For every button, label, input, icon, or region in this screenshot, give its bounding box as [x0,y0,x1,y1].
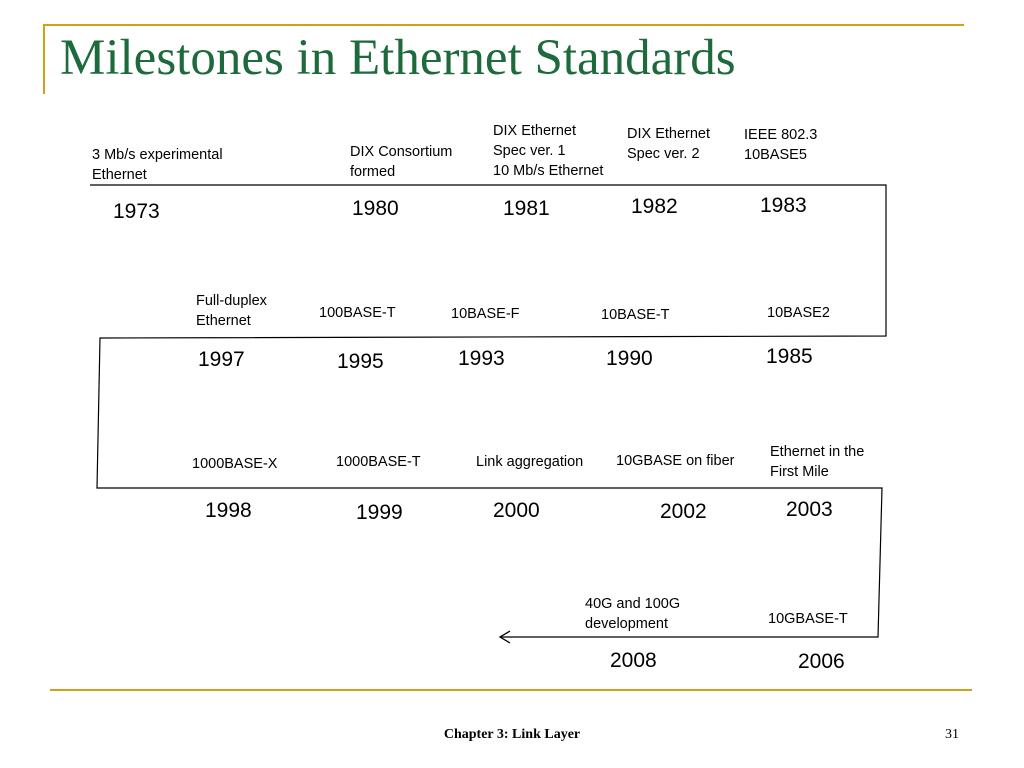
milestone-label-2003: Ethernet in the First Mile [770,444,865,480]
milestone-label-2008: 40G and 100G development [585,596,681,632]
milestone-year-1980: 1980 [352,197,399,220]
milestone-year-1985: 1985 [766,345,813,368]
milestone-year-1983: 1983 [760,194,807,217]
milestone-label-1985: 10BASE2 [767,305,830,321]
footer-chapter: Chapter 3: Link Layer [443,727,581,742]
slide-title: Milestones in Ethernet Standards [60,30,736,86]
milestone-label-2006: 10GBASE-T [768,611,848,627]
milestone-label-1995: 100BASE-T [319,305,396,321]
milestone-year-2008: 2008 [610,649,657,672]
milestone-year-1998: 1998 [205,499,252,522]
milestone-year-2002: 2002 [660,500,707,523]
milestone-label-1999: 1000BASE-T [336,454,421,470]
milestone-year-1981: 1981 [503,197,550,220]
milestone-year-2000: 2000 [493,499,540,522]
milestone-label-2000: Link aggregation [476,454,584,470]
milestone-year-1982: 1982 [631,195,678,218]
milestone-label-1980: DIX Consortium formed [350,144,453,180]
page-number: 31 [945,727,959,742]
milestone-label-1983: IEEE 802.3 10BASE5 [744,127,818,163]
milestone-label-1990: 10BASE-T [601,307,670,323]
milestone-label-1982: DIX Ethernet Spec ver. 2 [627,126,711,162]
milestone-label-1998: 1000BASE-X [192,456,278,472]
milestone-year-1997: 1997 [198,348,245,371]
milestone-label-1973: 3 Mb/s experimental Ethernet [92,147,223,183]
milestone-year-1995: 1995 [337,350,384,373]
milestone-year-1999: 1999 [356,501,403,524]
milestone-year-1990: 1990 [606,347,653,370]
milestone-label-1993: 10BASE-F [451,306,520,322]
milestone-label-2002: 10GBASE on fiber [616,453,735,469]
milestone-year-2003: 2003 [786,498,833,521]
milestone-label-1997: Full-duplex Ethernet [196,293,267,329]
milestone-label-1981: DIX Ethernet Spec ver. 1 10 Mb/s Ethernet [493,123,604,179]
milestone-year-2006: 2006 [798,650,845,673]
milestone-year-1973: 1973 [113,200,160,223]
milestone-year-1993: 1993 [458,347,505,370]
